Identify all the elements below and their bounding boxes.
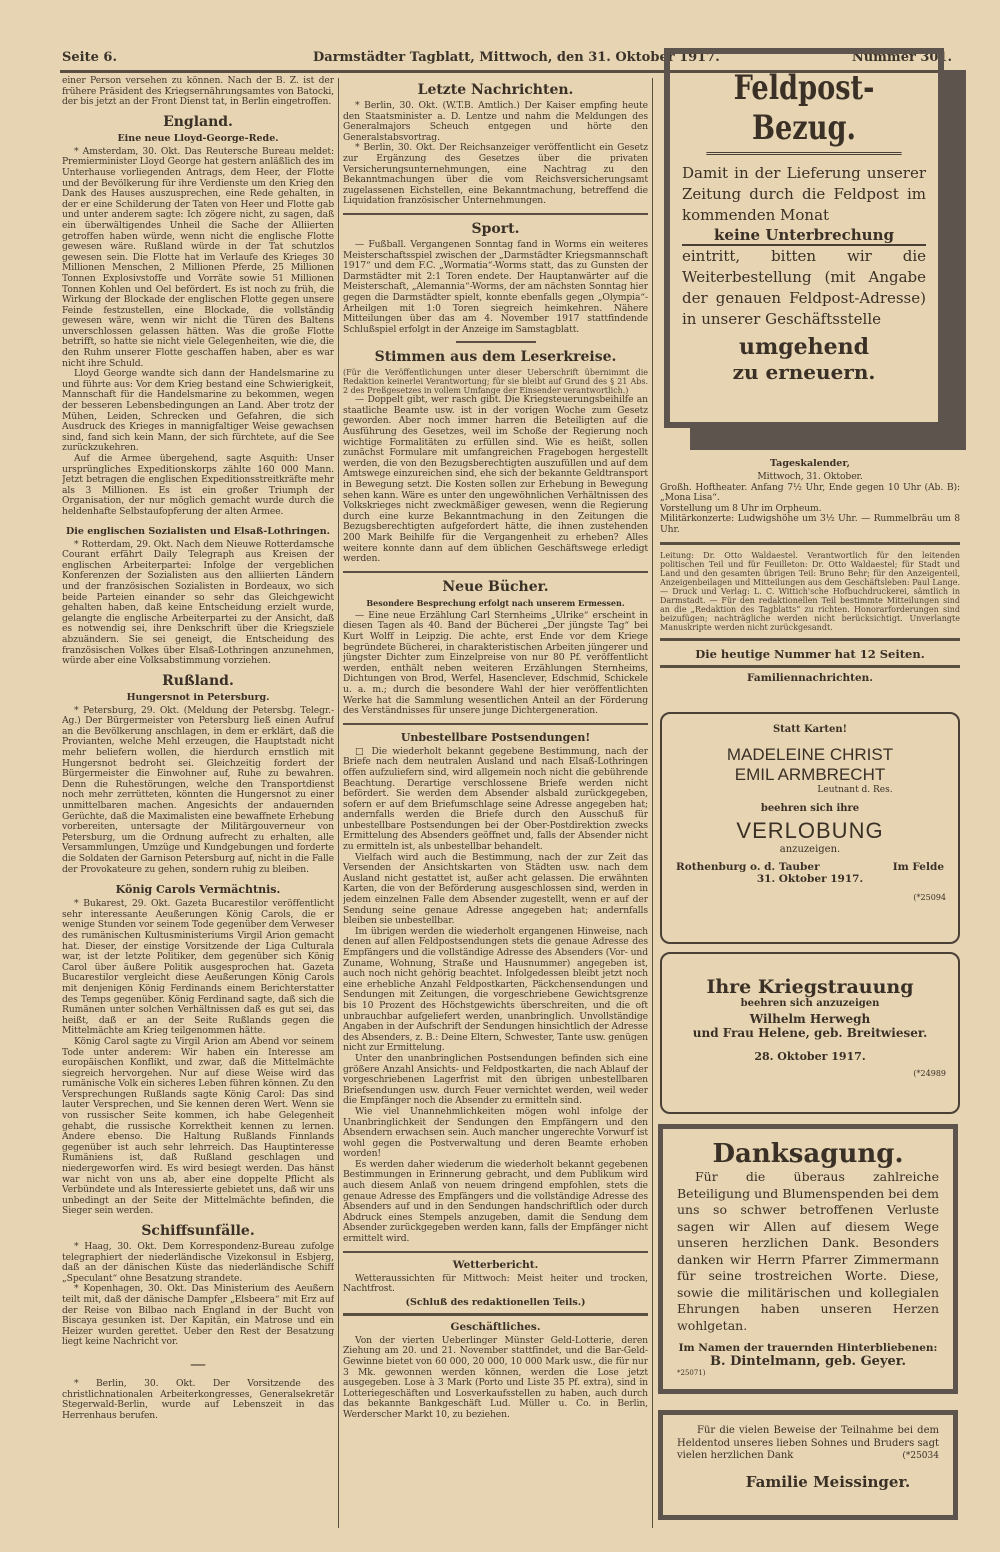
article-text: — Eine neue Erzählung Carl Sternheims „Ulrike“ erscheint in diesen Tagen als 40. Band der Bücherei „Der jüngste Tag“ bei Kurt Wolff in Leipzig. Die achte, erst Ende vor dem Kriege begründete Bücherei, in charakteristischen Arbeiten jüngerer und jüngster Dichter zum Einzelpreise von nur 80 Pf. veröffentlicht werden, enthält neben weiteren Erzählungen Sternheims, Dichtungen von Brod, Werfel, Hasenclever, Edschmid, Schickele u. a. m.; durch die besondere Wahl der hier veröffentlichten Werke hat die Sammlung wesentlichen Anteil an der Förderung des Verständnisses für unsere junge Dichtergeneration.: [343, 609, 648, 717]
issue-number: Nummer 301.: [851, 50, 952, 65]
article-text: König Carol sagte zu Virgil Arion am Abend vor seinem Tode unter anderem: Wir haben ein Interesse am europäischen Konflikt, und zwar, daß die Mittelmächte siegreich hervorgehen. Nur auf diese Weise wird das rumänische Volk ein sicheres Leben führen können. Zu den Versprechungen Rußlands sagte König Carol: Das sind lauter Versprechen, und Sie kennen deren Wert. Wenn sie von russischer Seite kommen, ich habe Gelegenheit gehabt, die russische Korrektheit kennen zu lernen. Andere ebenso. Die Haltung Rußlands Finnlands gegenüber ist auch sehr lehrreich. Das Hauptinteresse Rumäniens ist, daß Rußland geschlagen und niedergeworfen wird. Es wird besiegt werden. Das hänst war nicht von uns ab, aber eine doppelte Pflicht als Verbündete und als Interessierte gebietet uns, daß wir uns unbedingt an der Seite der Mittelmächte befinden, die Sieger sein werden.: [62, 1035, 334, 1217]
article-text: Wie viel Unannehmlichkeiten mögen wohl infolge der Unanbringlichkeit der Sendungen den Empfängern und den Absendern erwachsen sein. Auch mancher ungerechte Vorwurf ist wohl gegen die Postverwaltung und deren Beamte erhoben worden!: [343, 1105, 648, 1160]
section-heading: Wetterbericht.: [452, 1258, 539, 1271]
calendar-entry: Großh. Hoftheater. Anfang 7½ Uhr, Ende gegen 10 Uhr (Ab. B): „Mona Lisa“.: [660, 481, 960, 504]
article-text: Lloyd George wandte sich dann der Handelsmarine zu und führte aus: Vor dem Krieg bestand eine Schwierigkeit, Mannschaft für die Handelsmarine zu bekommen, wegen der besseren Lebensbedingungen an Land. Aber trotz der Mühen, Leiden, Schrecken und Gefahren, die sich Ausdruck des Krieges in mannigfaltiger Weise gewachsen sind, fand sich kein Mann, der sich fürchtete, auf die See zurückzukehren.: [62, 368, 334, 454]
article-text: Auf die Armee übergehend, sagte Asquith: Unser ursprüngliches Expeditionskorps zählte 160 000 Mann. Jetzt betragen die englischen Expeditionsstreitkräfte mehr als 3 Millionen. Es ist ein großer Triumph der Organisation, der nur möglich gemacht wurde durch die heldenhafte Selbstaufopferung der alten Armee.: [62, 453, 334, 517]
article-text: Unter den unanbringlichen Postsendungen befinden sich eine größere Anzahl Ansichts- und Feldpostkarten, die nach Ablauf der vorgeschriebenen Lagerfrist mit den übrigen unbestellbaren Briefsendungen usw. durch Feuer vernichtet werden, weil weder die Empfänger noch die Absender zu ermitteln sind.: [343, 1052, 648, 1107]
calendar-entry: Vorstellung um 8 Uhr im Orpheum.: [660, 502, 822, 514]
ad-code: *25071): [677, 1369, 706, 1377]
section-heading: Letzte Nachrichten.: [417, 82, 574, 98]
notice-header: Statt Karten!: [772, 724, 848, 735]
section-heading: Familiennachrichten.: [747, 671, 873, 684]
notice-title: VERLOBUNG: [736, 818, 884, 843]
notice-text: anzuzeigen.: [779, 844, 841, 855]
middle-column: [343, 76, 648, 1546]
subheading: Hungersnot in Petersburg.: [126, 691, 270, 703]
signature-line: Im Namen der trauernden Hinterbliebenen:: [678, 1342, 938, 1354]
ad-code: (*24989: [913, 1069, 946, 1078]
article-text: □ Die wiederholt bekannt gegebene Bestimmung, nach der Briefe nach dem neutralen Ausland und nach Elsaß-Lothringen offen aufzuliefern sind, wird allgemein noch nicht die gebührende Beachtung. Derartige verschlossene Briefe werden nicht befördert. Sie werden dem Absender alsbald zurückgegeben, sofern er auf dem Briefumschlage seine Adresse angegeben hat; andernfalls werden die Briefe durch den Ausschuß für unbestellbare Postsendungen bei der Ober-Postdirektion zwecks Ermittelung des Absenders geöffnet und, falls der Absender nicht zu ermitteln ist, als unbestellbar behandelt.: [343, 745, 648, 853]
weather-text: Wetteraussichten für Mittwoch: Meist heiter und trocken, Nachtfrost.: [343, 1272, 648, 1295]
article-text: Im übrigen werden die wiederholt ergangenen Hinweise, nach denen auf allen Feldpostsendungen stets die genaue Adresse des Empfängers und die vollständige Adresse des Absenders (Vor- und Zuname, Wohnung, Straße und Hausnummer) angegeben ist, auch noch nicht gehörig beachtet. Infolgedessen bleibt jetzt noch eine erhebliche Anzahl Feldpostkarten, Päckchensendungen und Sendungen mit Zeitungen, die vorgeschriebene Gewichtsgrenze bis 10 Prozent des Höchstgewichts überschreiten, und die oft unbrauchbar aufgeliefert werden, unanbringlich. Unvollständige Angaben in der Aufschrift der Sendungen hinsichtlich der Adresse des Absenders, z. B.: Deine Eltern, Schwester, Tante usw. genügen nicht zur Ermittelung.: [343, 925, 648, 1054]
ad-shadow: [690, 428, 966, 450]
date: 31. Oktober 1917.: [756, 873, 864, 885]
article-text: * Berlin, 30. Okt. (W.T.B. Amtlich.) Der Kaiser empfing heute den Staatsminister a. D. Lentze und nahm die Meldungen des Generalmajors Scheuch entgegen und hörte den Generalstabsvortrag.: [343, 100, 648, 143]
article-text: * Kopenhagen, 30. Okt. Das Ministerium des Aeußern teilt mit, daß der dänische Dampfer „Elsbeera“ mit Erz auf der Reise von Bilbao nach England in der Bucht von Biscaya gesunken ist. Der Kapitän, ein Matrose und ein Heizer wurden gerettet. Ueber den Rest der Besatzung liegt keine Nachricht vor.: [62, 1283, 334, 1348]
section-heading: England.: [163, 113, 233, 130]
article-text: einer Person versehen zu können. Nach der B. Z. ist der frühere Präsident des Kriegsernährungsamtes von Batocki, der bis jetzt an der Front Dienst tat, in Berlin eingetroffen.: [62, 76, 334, 108]
section-heading: Geschäftliches.: [450, 1320, 541, 1333]
ad-code: (*25034: [902, 1451, 939, 1461]
section-heading: Neue Bücher.: [442, 578, 549, 595]
subheading: König Carols Vermächtnis.: [115, 883, 281, 897]
calendar-date: Mittwoch, 31. Oktober.: [757, 471, 863, 482]
end-of-editorial: (Schluß des redaktionellen Teils.): [405, 1296, 586, 1308]
ad-emphasis: umgehend: [738, 334, 870, 360]
wedding-notice: [660, 952, 960, 1114]
notice-text: Für die vielen Beweise der Teilnahme bei dem Heldentod unseres lieben Sohnes und Bruders sagt vielen herzlichen Dank: [677, 1425, 939, 1461]
subheading: Eine neue Lloyd-George-Rede.: [117, 132, 279, 144]
masthead-title: Darmstädter Tagblatt, Mittwoch, den 31. Oktober 1917.: [313, 50, 720, 65]
name: MADELEINE CHRIST: [726, 745, 894, 764]
column-rule: [338, 78, 339, 1528]
section-heading: Rußland.: [162, 672, 234, 689]
article-text: — Fußball. Vergangenen Sonntag fand in Worms ein weiteres Meisterschaftsspiel zwischen der „Darmstädter Kriegsmannschaft 1917“ und dem F.C. „Wormatia“-Worms statt, das zu Gunsten der Darmstädter mit 2:1 Toren endete. Der Hauptanwärter auf die Meisterschaft, „Alemannia“-Worms, der am nächsten Sonntag hier gegen die Darmstädter spielt, konnte ebenfalls gegen „Olympia“-Arheilgen mit 1:0 Toren siegreich heimkehren. Nähere Mitteilungen über das am 4. November 1917 stattfindende Schlußspiel erfolgt in der Anzeige im Samstagblatt.: [343, 238, 648, 335]
calendar-title: Tageskalender,: [770, 458, 850, 469]
signature: B. Dintelmann, geb. Geyer.: [710, 1354, 906, 1369]
section-heading: Unbestellbare Postsendungen!: [400, 730, 591, 744]
place: Im Felde: [892, 861, 944, 873]
ad-text: zu erneuern.: [732, 360, 876, 384]
notice-text: beehren sich ihre: [760, 803, 860, 814]
article-text: * Amsterdam, 30. Okt. Das Reutersche Bureau meldet: Premierminister Lloyd George hat gestern anläßlich des im Unterhause vorliegenden Antrags, dem Heer, der Flotte und der Bevölkerung für ihre Verdienste um den Krieg den Dank des Hauses auszusprechen, eine Rede gehalten, in der er eine Schilderung der Taten von Heer und Flotte gab und unter anderem sagte: Ich zögere nicht, zu sagen, daß ein überwältigendes Unheil die Sache der Alliierten getroffen haben würde, wenn nicht die englische Flotte gewesen wäre. Rußland würde in der Tat schutzlos gewesen sein. Die Flotte hat im Verlaufe des Krieges 30 Millionen Menschen, 2 Millionen Pferde, 25 Millionen Tonnen Explosivstoffe und Vorräte sowie 51 Millionen Tonnen Kohlen und Oel befördert. Es ist noch zu früh, die Wirkung der Blockade der englischen Flotte gegen unsere Feinde festzustellen, eine Blockade, die vollständig gewesen wäre, wenn wir nicht die Türen des Baltens unverschlossen gelassen hätten. Was die große Flotte betrifft, so hatte sie nicht viele Gelegenheiten, wie die, die den Ruhm unserer Flotte geschaffen haben, aber es war nicht ihre Schuld.: [62, 145, 334, 369]
article-text: * Haag, 30. Okt. Dem Korrespondenz-Bureau zufolge telegraphiert der niederländische Vizekonsul in Esbjerg, daß an der dänischen Küste das niederländische Schiff „Speculant“ ohne Besatzung strandete.: [62, 1241, 334, 1284]
page-number: Seite 6.: [62, 50, 117, 65]
article-text: * Berlin, 30. Okt. Der Reichsanzeiger veröffentlicht ein Gesetz zur Ergänzung des Gesetzes über die privaten Versicherungsunternehmungen, eine Nachtrag zu den Bekanntmachungen über die vom Reichsversicherungsamt zugelassenen Eichstellen, eine Bekanntmachung, betreffend die Liquidation französischer Unternehmungen.: [343, 142, 648, 207]
article-text: — Doppelt gibt, wer rasch gibt. Die Kriegsteuerungsbeihilfe an staatliche Beamte usw. ist in der vorigen Woche zum Gesetz geworden. Aber noch immer harren die Beteiligten auf die Ausführung des Gesetzes, weil im Schoße der Regierung noch wichtige Formalitäten zu erfüllen sind. Wie es heißt, sollen zunächst Formulare mit umfangreichen Fragebogen hergestellt werden, die von den Bezugsberechtigten auszufüllen und auf dem Amtswege einzureichen sind, ehe sich der bekannte Geldtransport in Bewegung setzt. Die Kosten sollen zur Erhebung in Bewegung sehen kann. Wäre es unter den ungewöhnlichen Verhältnissen des Volkskrieges nicht zweckmäßiger gewesen, wenn die Regierung durch eine kurze Bekanntmachung in den Zeitungen die Bezugsberechtigten aufgefordert hätte, die ihnen zustehenden 200 Mark Beihilfe für die Vergangenheit zu erheben? Alles weitere konnte dann auf dem üblichen Geschäftswege erledigt werden.: [343, 394, 648, 565]
name: EMIL ARMBRECHT: [734, 765, 886, 784]
notice-title: Ihre Kriegstrauung: [706, 976, 914, 998]
thanks-notice: [658, 1124, 958, 1394]
ad-emphasis: keine Unterbrechung: [682, 226, 926, 246]
article-text: Es werden daher wiederum die wiederholt bekannt gegebenen Bestimmungen in Erinnerung gebracht, und dem Publikum wird auch diesem Anlaß von neuem dringend empfohlen, stets die genaue Adresse des Empfängers und die vollständige Adresse des Absenders auf und in den Sendungen handschriftlich oder durch Abdruck eines Stempels anzugeben, damit die Sendung dem Absender zurückgegeben werden kann, falls der Empfänger nicht ermittelt wird.: [343, 1158, 648, 1245]
section-heading: Stimmen aus dem Leserkreise.: [374, 349, 617, 366]
date: 28. Oktober 1917.: [754, 1050, 866, 1063]
ad-text: Damit in der Lieferung unserer Zeitung durch die Feldpost im kommenden Monat: [682, 164, 926, 224]
ad-title: Feldpost-Bezug.: [706, 68, 901, 155]
article-text: * Petersburg, 29. Okt. (Meldung der Petersbg. Telegr.-Ag.) Der Bürgermeister von Petersburg ließ einen Aufruf an die Bevölkerung anschlagen, in dem er erklärt, daß die Provianten, welche Mehl erzeugen, die Hauptstadt nicht mehr beliefern wollen, die hierdurch ernstlich mit Hungersnot bedroht sei. Gleichzeitig fordert der Bürgermeister die Einwohner auf, Ruhe zu bewahren. Denn die Ruhestörungen, welche den Transportdienst noch mehr zerrütteten, könnten die Hungersnot zu einer unmittelbaren machen. Angesichts der andauernden Gerüchte, daß die Maximalisten eine bewaffnete Erhebung vorbereiten, untersagte der Militärgouverneur von Petersburg, um die Ordnung aufrecht zu erhalten, alle Versammlungen, Umzüge und Kundgebungen und forderte die Soldaten der Garnison Petersburg auf, nicht in die Falle der Provokateure zu gehen, sondern ruhig zu bleiben.: [62, 704, 334, 875]
subheading: Die englischen Sozialisten und Elsaß-Lothringen.: [66, 525, 330, 537]
section-heading: Sport.: [471, 220, 520, 237]
notice-title: Danksagung.: [712, 1139, 904, 1169]
engagement-notice: [660, 712, 960, 944]
page-count-note: Die heutige Nummer hat 12 Seiten.: [695, 646, 925, 661]
name: und Frau Helene, geb. Breitwieser.: [692, 1026, 928, 1040]
article-text: Vielfach wird auch die Bestimmung, nach der zur Zeit das Versenden der Ansichtskarten von Städten usw. nach dem Ausland nicht gestattet ist, außer acht gelassen. Die erwähnten Karten, die von der Beförderung ausgeschlossen sind, werden in jedem einzelnen Falle dem Absender zugestellt, wenn er auf der Sendung seine genaue Adresse angegeben hat; andernfalls bleiben sie unbestellbar.: [343, 851, 648, 927]
right-notices: [660, 456, 960, 686]
ad-text: eintritt, bitten wir die Weiterbestellung (mit Angabe der genauen Feldpost-Adresse) in unserer Geschäftsstelle: [682, 247, 926, 328]
article-text: * Rotterdam, 29. Okt. Nach dem Nieuwe Rotterdamsche Courant erfährt Daily Telegraph aus Kreisen der englischen Arbeiterpartei: Infolge der vergeblichen Konferenzen der Sozialisten aus den alliierten Ländern und der französischen Sozialisten in Bordeaux, wo sich beide Parteien einander so sehr das Gleichgewicht gehalten haben, daß keine Entscheidung erzielt wurde, gelangte die englische Arbeiterpartei zu der Ansicht, daß es notwendig sei, ihre Denkschrift über die Kriegsziele abzuändern. Sie sei geneigt, die Entscheidung des französischen Volkes über Elsaß-Lothringen anzunehmen, würde aber eine Volksabstimmung vorziehen.: [62, 538, 334, 667]
subheading: Besondere Besprechung erfolgt nach unserem Ermessen.: [366, 597, 625, 608]
place: Rothenburg o. d. Tauber: [676, 861, 820, 873]
editorial-note: (Für die Veröffentlichungen unter dieser Ueberschrift übernimmt die Redaktion keinerlei Verantwortung; für sie bleibt auf Grund des § 21 Abs. 2 des Preßgesetzes in vollem Umfange der Einsender verantwortlich.): [343, 368, 648, 396]
article-text: * Bukarest, 29. Okt. Gazeta Bucarestilor veröffentlicht sehr interessante Aeußerungen König Carols, die er wenige Stunden vor seinem Tode gegenüber dem Verweser des rumänischen Kultusministeriums Virgil Arion gemacht hat. Dieser, der einstige Vorsitzende der Liga Culturala war, ist der letzte Politiker, dem gegenüber sich König Carol über äußere Politik ausgesprochen hat. Gazeta Bucarestilor vergleicht diese Aeußerungen König Carols mit denjenigen König Ferdinands einem Berichterstatter des Temps gegenüber. König Ferdinand sagte, daß sich die Rumänen unter solchen Verhältnissen daß es gut sei, das heißt, daß er an der Seite Rußlands gegen die Mittelmächte am Krieg teilgenommen hätte.: [62, 898, 334, 1037]
left-column: einer Person versehen zu können. Nach der B. Z. ist der frühere Präsident des Kriegsernährungsamtes von Batocki, der bis jetzt an der Front Dienst tat, in Berlin eingetroffen. England. Eine neue Lloyd-George-Rede. * Amsterdam, 30. Okt. Das Reutersche Bureau meldet: Premierminister Lloyd George hat gestern anläßlich des im Unterhause vorliegenden Antrags, dem Heer, der Flotte und der Bevölkerung für ihre Verdienste um den Krieg den Dank des Hauses auszusprechen, eine Rede gehalten, in der er eine Schilderung der Taten von Heer und Flotte gab und unter anderem sagte: Ich zögere nicht, zu sagen, daß ein überwältigendes Unheil die Sache der Alliierten getroffen haben würde, wenn nicht die englische Flotte gewesen wäre. Rußland würde in der Tat schutzlos gewesen sein. Die Flotte hat im Verlaufe des Krieges 30 Millionen Menschen, 2 Millionen Pferde, 25 Millionen Tonnen Explosivstoffe und Vorräte sowie 51 Millionen Tonnen Kohlen und Oel befördert. Es ist noch zu früh, die Wirkung der Blockade der englischen Flotte gegen unsere Feinde festzustellen, eine Blockade, die vollständig gewesen wäre, wenn wir nicht die Türen des Baltens unverschlossen gelassen hätten. Was die große Flotte betrifft, so hatte sie nicht viele Gelegenheiten, wie die, die den Ruhm unserer Flotte geschaffen haben, aber es war nicht ihre Schuld. Lloyd George wandte sich dann der Handelsmarine zu und führte aus: Vor dem Krieg bestand eine Schwierigkeit, Mannschaft für die Handelsmarine zu bekommen, wegen der besseren Lebensbedingungen an Land. Aber trotz der Mühen, Leiden, Schrecken und Gefahren, die sich Ausdruck des Krieges in mannigfaltiger Weise gewachsen sind, fand sich kein Mann, der sich fürchtete, auf die See zurückzukehren. Auf die Armee übergehend, sagte Asquith: Unser ursprüngliches Expeditionskorps zählte 160 000 Mann. Jetzt betragen die englischen Expeditionsstreitkräfte mehr als 3 Millionen. Es ist ein großer Triumph der Organisation, der nur möglich gemacht wurde durch die heldenhafte Selbstaufopferung der alten Armee. Die englischen Sozialisten und Elsaß-Lothringen. * Rotterdam, 29. Okt. Nach dem Nieuwe Rotterdamsche Courant erfährt Daily Telegraph aus Kreisen der englischen Arbeiterpartei: Infolge der vergeblichen Konferenzen der Sozialisten aus den alliierten Ländern und der französischen Sozialisten in Bordeaux, wo sich beide Parteien einander so sehr das Gleichgewicht gehalten haben, daß keine Entscheidung erzielt wurde, gelangte die englische Arbeiterpartei zu der Ansicht, daß es notwendig sei, ihre Denkschrift über die Kriegsziele abzuändern. Sie sei geneigt, die Entscheidung des französischen Volkes über Elsaß-Lothringen anzunehmen, würde aber eine Volksabstimmung vorziehen. Rußland. Hungersnot in Petersburg. * Petersburg, 29. Okt. (Meldung der Petersbg. Telegr.-Ag.) Der Bürgermeister von Petersburg ließ einen Aufruf an die Bevölkerung anschlagen, in dem er erklärt, daß die Provianten, welche Mehl erzeugen, die Hauptstadt nicht mehr beliefern wollen, die hierdurch ernstlich mit Hungersnot bedroht sei. Gleichzeitig fordert der Bürgermeister die Einwohner auf, Ruhe zu bewahren. Denn die Ruhestörungen, welche den Transportdienst noch mehr zerrütteten, könnten die Hungersnot zu einer unmittelbaren machen. Angesichts der andauernden Gerüchte, daß die Maximalisten eine bewaffnete Erhebung vorbereiten, untersagte der Militärgouverneur von Petersburg, um die Ordnung aufrecht zu erhalten, alle Versammlungen, Umzüge und Kundgebungen und forderte die Soldaten der Garnison Petersburg auf, nicht in die Falle der Provokateure zu gehen, sondern ruhig zu bleiben. König Carols Vermächtnis. * Bukarest, 29. Okt. Gazeta Bucarestilor veröffentlicht sehr interessante Aeußerungen König Carols, die er wenige Stunden vor seinem Tode gegenüber dem Verweser des rumänischen Kultusministeriums Virgil Arion gemacht hat. Dieser, der einstige Vorsitzende der Liga Culturala war, ist der letzte Politiker, dem gegenüber sich König Carol über äußere Politik ausgesprochen hat. Gazeta Bucarestilor vergleicht diese Aeußerungen König Carols mit denjenigen König Ferdinands einem Berichterstatter des Temps gegenüber. König Ferdinand sagte, daß sich die Rumänen unter solchen Verhältnissen daß es gut sei, das heißt, daß er an der Seite Rußlands gegen die Mittelmächte am Krieg teilgenommen hätte. König Carol sagte zu Virgil Arion am Abend vor seinem Tode unter anderem: Wir haben ein Interesse am europäischen Konflikt, und zwar, daß die Mittelmächte siegreich hervorgehen. Nur auf diese Weise wird das rumänische Volk ein sicheres Leben führen können. Zu den Versprechungen Rußlands sagte König Carol: Das sind lauter Versprechen, und Sie kennen deren Wert. Wenn sie von russischer Seite kommen, ich habe Gelegenheit gehabt, die russische Korrektheit kennen zu lernen. Andere ebenso. Die Haltung Rußlands Finnlands gegenüber ist auch sehr lehrreich. Das Hauptinteresse Rumäniens ist, daß Rußland geschlagen und niedergeworfen wird. Es wird besiegt werden. Das hänst war nicht von uns ab, aber eine doppelte Pflicht als Verbündete und als Interessierte gebietet uns, daß wir uns unbedingt an der Seite der Mittelmächte befinden, die Sieger sein werden. Schiffsunfälle. * Haag, 30. Okt. Dem Korrespondenz-Bureau zufolge telegraphiert der niederländische Vizekonsul in Esbjerg, daß an der dänischen Küste das niederländische Schiff „Speculant“ ohne Besatzung strandete. * Kopenhagen, 30. Okt. Das Ministerium des Aeußern teilt mit, daß der dänische Dampfer „Elsbeera“ mit Erz auf der Reise von Bilbao nach England in der Bucht von Biscaya gesunken ist. Der Kapitän, ein Matrose und ein Heizer wurden gerettet. Ueber den Rest der Besatzung liegt keine Nachricht vor. — * Berlin, 30. Okt. Der Vorsitzende des christlichnationalen Arbeiterkongresses, Generalsekretär Stegerwald-Berlin, wurde auf Lebenszeit in das Herrenhaus berufen.: [62, 76, 334, 1421]
imprint: Leitung: Dr. Otto Waldaestel. Verantwortlich für den leitenden politischen Teil und für Feuilleton: Dr. Otto Waldaestel; für Stadt und Land und den gesamten übrigen Teil: Bruno Behr; für den Anzeigenteil, Anzeigenbeilagen und Mitteilungen aus dem Geschäftsleben: Paul Lange. — Druck und Verlag: L. C. Wittich'sche Hofbuchdruckerei, sämtlich in Darmstadt. — Für den redaktionellen Teil bestimmte Mitteilungen sind an die „Redaktion des Tagblatts“ zu richten. Honorarforderungen sind beizufügen; nachträgliche werden nicht berücksichtigt. Unverlangte Manuskripte werden nicht zurückgesandt.: [660, 550, 960, 632]
notice-text: Für die überaus zahlreiche Beteiligung und Blumenspenden bei dem uns so schwer betroffenen Verluste sagen wir Allen auf diesem Wege unseren herzlichen Dank. Besonders danken wir Herrn Pfarrer Zimmermann für seine trostreichen Worte. Diese, sowie die militärischen und kollegialen Ehrungen haben unseren Herzen wohlgetan.: [677, 1169, 939, 1333]
section-heading: Schiffsunfälle.: [141, 1223, 255, 1239]
column-rule: [652, 78, 653, 1528]
article-text: Von der vierten Ueberlinger Münster Geld-Lotterie, deren Ziehung am 20. und 21. November stattfindet, und die Bar-Geld-Gewinne bietet von 60 000, 20 000, 10 000 Mark usw., die für nur 3 Mk. gewonnen werden können, werden die Lose jetzt ausgegeben. Lose à 3 Mark (Porto und Liste 35 Pf. extra), sind in Lotteriegeschäften und Losverkaufsstellen zu haben, auch durch das bekannte Bankgeschäft Lud. Müller u. Co. in Berlin, Werderscher Markt 10, zu beziehen.: [343, 1334, 648, 1420]
article-text: * Berlin, 30. Okt. Der Vorsitzende des christlichnationalen Arbeiterkongresses, Generalsekretär Stegerwald-Berlin, wurde auf Lebenszeit in das Herrenhaus berufen.: [62, 1377, 334, 1421]
signature: Familie Meissinger.: [745, 1472, 911, 1491]
ad-code: (*25094: [913, 893, 946, 902]
ad-shadow: [944, 70, 966, 450]
notice-text: beehren sich anzuzeigen: [740, 998, 880, 1009]
name: Wilhelm Herwegh: [749, 1012, 871, 1026]
rank: Leutnant d. Res.: [817, 785, 893, 795]
condolence-thanks-notice: [658, 1410, 958, 1520]
feldpost-ad: [664, 48, 944, 428]
calendar-entry: Militärkonzerte: Ludwigshöhe um 3½ Uhr. — Rummelbräu um 8 Uhr.: [660, 513, 960, 535]
